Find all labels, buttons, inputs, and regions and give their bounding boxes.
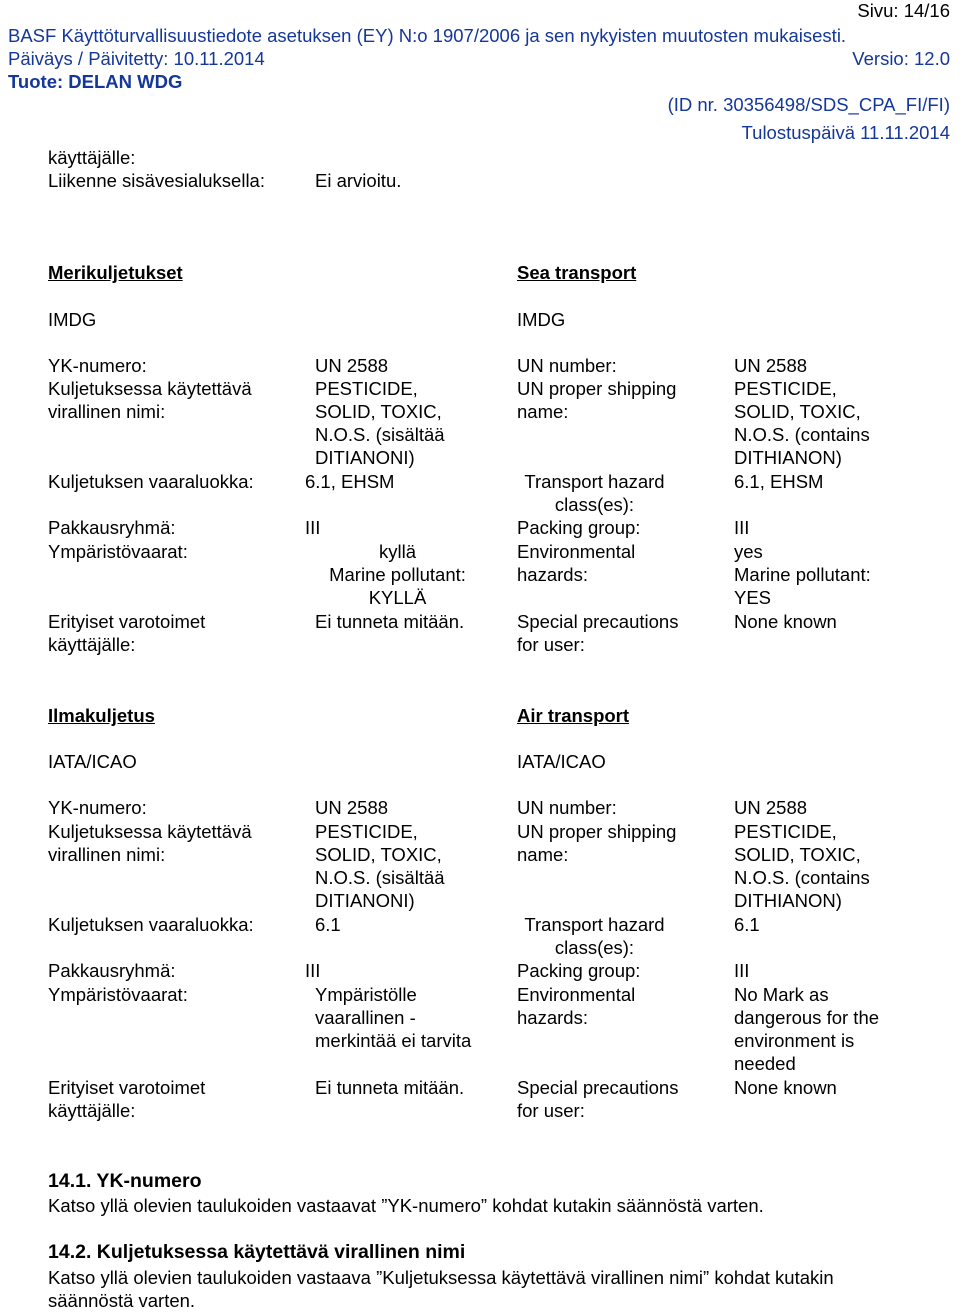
air-hazard-class-value-en: 6.1 [734, 914, 760, 935]
air-packing-group-label: Pakkausryhmä: [48, 960, 176, 981]
air-un-number-value: UN 2588 [315, 797, 389, 818]
air-un-number-label-en: UN number: [517, 797, 617, 818]
air-packing-group-label-en: Packing group: [517, 960, 641, 981]
sea-shipping-name-value-en: PESTICIDE, SOLID, TOXIC, N.O.S. (contains DITHIANON) [734, 378, 870, 468]
sea-special-precautions-value: Ei tunneta mitään. [315, 611, 465, 632]
air-code-fi: IATA/ICAO [48, 751, 137, 772]
section-14-1-heading: 14.1. YK-numero [48, 1170, 202, 1192]
air-env-hazards-label: Ympäristövaarat: [48, 984, 188, 1005]
sea-packing-group-value-en: III [734, 517, 750, 538]
section-14-2-body: Katso yllä olevien taulukoiden vastaava ”Kuljetuksessa käytettävä virallinen nimi” kohdat kutakin säännöstä varten. [48, 1267, 834, 1311]
air-packing-group-value: III [305, 960, 321, 981]
sea-shipping-name-label: Kuljetuksessa käytettävä virallinen nimi: [48, 378, 252, 422]
sea-un-number-label: YK-numero: [48, 355, 147, 376]
air-hazard-class-label-en: Transport hazard class(es): [524, 914, 665, 958]
air-special-precautions-value: Ei tunneta mitään. [315, 1077, 465, 1098]
carry-value-inland-waterway: Ei arvioitu. [315, 170, 402, 191]
air-packing-group-value-en: III [734, 960, 750, 981]
carry-label-inland-waterway: Liikenne sisävesialuksella: [48, 170, 265, 191]
air-hazard-class-value: 6.1 [315, 914, 341, 935]
sea-un-number-label-en: UN number: [517, 355, 617, 376]
sea-packing-group-label: Pakkausryhmä: [48, 517, 176, 538]
section-14-1-body: Katso yllä olevien taulukoiden vastaavat ”YK-numero” kohdat kutakin säännöstä varten. [48, 1195, 764, 1216]
sea-env-hazards-value: kyllä Marine pollutant: KYLLÄ [329, 541, 466, 608]
air-hazard-class-label: Kuljetuksen vaaraluokka: [48, 914, 254, 935]
air-title-fi: Ilmakuljetus [48, 705, 155, 726]
air-shipping-name-value-en: PESTICIDE, SOLID, TOXIC, N.O.S. (contains DITHIANON) [734, 821, 870, 911]
sea-special-precautions-value-en: None known [734, 611, 837, 632]
air-special-precautions-label-en: Special precautions for user: [517, 1077, 679, 1121]
document-id: (ID nr. 30356498/SDS_CPA_FI/FI) [667, 94, 950, 115]
carry-label-users: käyttäjälle: [48, 147, 136, 168]
print-date: Tulostuspäivä 11.11.2014 [741, 122, 950, 143]
date-line: Päiväys / Päivitetty: 10.11.2014 [8, 48, 265, 69]
sea-hazard-class-value: 6.1, EHSM [305, 471, 395, 492]
sea-un-number-value-en: UN 2588 [734, 355, 808, 376]
regulation-line: BASF Käyttöturvallisuustiedote asetuksen (EY) N:o 1907/2006 ja sen nykyisten muutosten mukaisesti. [8, 25, 847, 46]
air-un-number-value-en: UN 2588 [734, 797, 808, 818]
sea-env-hazards-label-en: Environmental hazards: [517, 541, 636, 585]
air-env-hazards-value-en: No Mark as dangerous for the environment is needed [734, 984, 880, 1074]
sea-hazard-class-label: Kuljetuksen vaaraluokka: [48, 471, 254, 492]
sea-special-precautions-label-en: Special precautions for user: [517, 611, 679, 655]
sea-code-fi: IMDG [48, 309, 97, 330]
sea-un-number-value: UN 2588 [315, 355, 389, 376]
sea-env-hazards-label: Ympäristövaarat: [48, 541, 188, 562]
air-special-precautions-label: Erityiset varotoimet käyttäjälle: [48, 1077, 206, 1121]
air-special-precautions-value-en: None known [734, 1077, 837, 1098]
version-line: Versio: 12.0 [852, 48, 950, 69]
air-env-hazards-value: Ympäristölle vaarallinen - merkintää ei tarvita [315, 984, 472, 1051]
air-shipping-name-value: PESTICIDE, SOLID, TOXIC, N.O.S. (sisältää DITIANONI) [315, 821, 445, 911]
product-line: Tuote: DELAN WDG [8, 71, 183, 92]
sea-env-hazards-value-en: yes Marine pollutant: YES [734, 541, 871, 608]
sea-packing-group-value: III [305, 517, 321, 538]
sea-packing-group-label-en: Packing group: [517, 517, 641, 538]
sea-shipping-name-label-en: UN proper shipping name: [517, 378, 677, 422]
page-number: Sivu: 14/16 [857, 0, 950, 21]
air-title-en: Air transport [517, 705, 630, 726]
sea-special-precautions-label: Erityiset varotoimet käyttäjälle: [48, 611, 206, 655]
sea-hazard-class-value-en: 6.1, EHSM [734, 471, 824, 492]
air-shipping-name-label-en: UN proper shipping name: [517, 821, 677, 865]
section-14-2-heading: 14.2. Kuljetuksessa käytettävä virallinen nimi [48, 1241, 466, 1263]
air-code-en: IATA/ICAO [517, 751, 606, 772]
sea-title-en: Sea transport [517, 262, 637, 283]
air-shipping-name-label: Kuljetuksessa käytettävä virallinen nimi: [48, 821, 252, 865]
sea-shipping-name-value: PESTICIDE, SOLID, TOXIC, N.O.S. (sisältää DITIANONI) [315, 378, 445, 468]
air-env-hazards-label-en: Environmental hazards: [517, 984, 636, 1028]
air-un-number-label: YK-numero: [48, 797, 147, 818]
sea-code-en: IMDG [517, 309, 566, 330]
sea-hazard-class-label-en: Transport hazard class(es): [524, 471, 665, 515]
sea-title-fi: Merikuljetukset [48, 262, 183, 283]
